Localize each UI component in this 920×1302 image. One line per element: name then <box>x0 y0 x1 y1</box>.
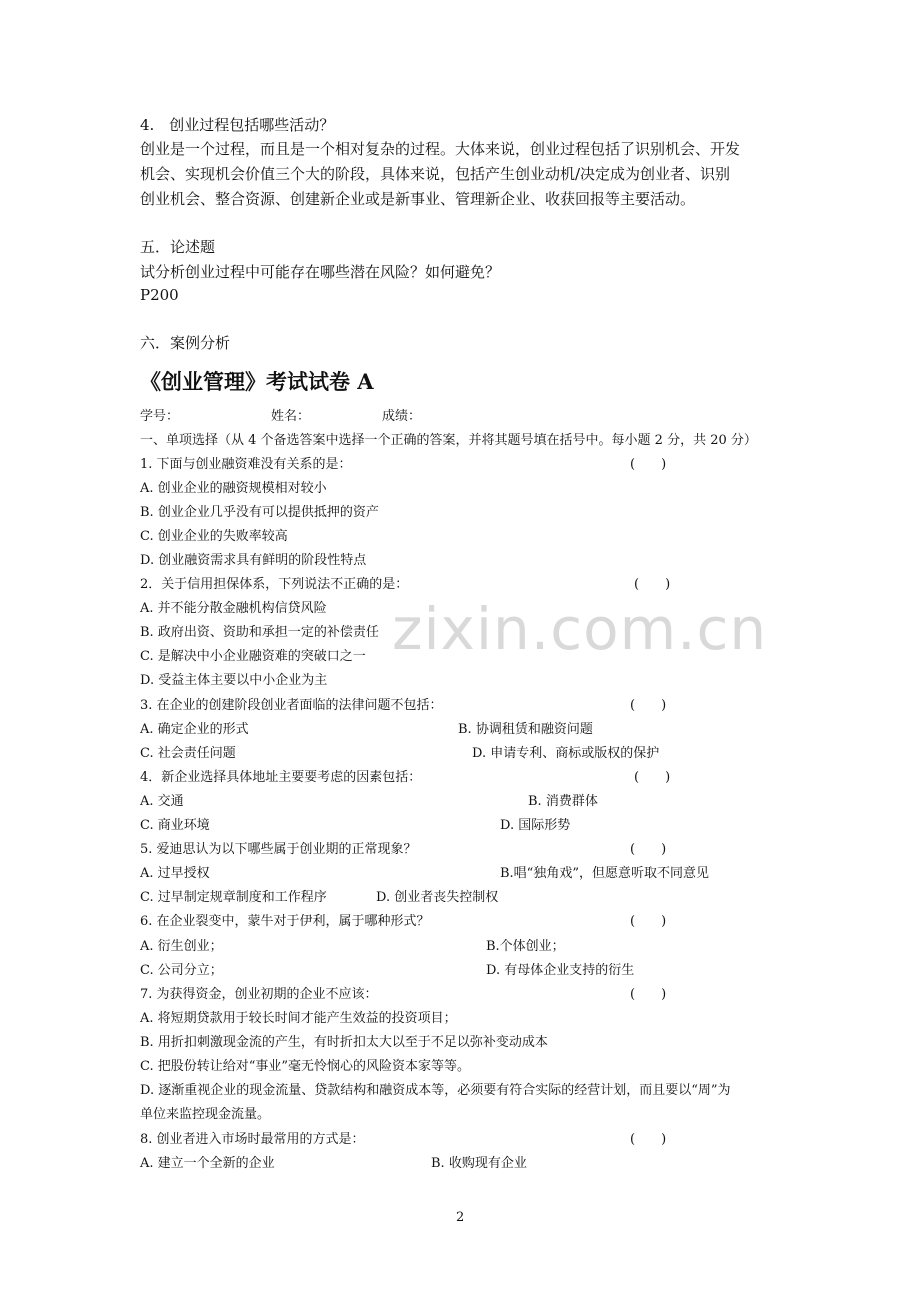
student-id-label: 学号： <box>140 409 180 424</box>
q4-title: 4. 创业过程包括哪些活动？ <box>140 116 335 134</box>
q1-option-c: C. 创业企业的失败率较高 <box>140 529 288 544</box>
section-1-header: 一、单项选择（从 4 个备选答案中选择一个正确的答案，并将其题号填在括号中。每小题 2 分，共 20 分） <box>140 433 757 448</box>
answer-bracket-2: ( ) <box>634 577 671 592</box>
q6-option-d: D. 有母体企业支持的衍生 <box>486 963 635 978</box>
watermark: zixin.com.cn <box>392 595 768 663</box>
q5-option-d: D. 创业者丧失控制权 <box>376 890 499 905</box>
question-7: 7. 为获得资金，创业初期的企业不应该： <box>140 987 378 1002</box>
question-4: 4．新企业选择具体地址主要要考虑的因素包括： <box>140 770 422 785</box>
q3-option-d: D. 申请专利、商标或版权的保护 <box>472 746 660 761</box>
q5-option-c: C. 过早制定规章制度和工作程序 <box>140 890 327 905</box>
q7-option-c: C. 把股份转让给对“事业”毫无怜悯心的风险资本家等等。 <box>140 1059 471 1074</box>
section-5-title: 五．论述题 <box>140 238 216 256</box>
section-5-reference: P200 <box>140 286 179 304</box>
q7-option-d-line-2: 单位来监控现金流量。 <box>140 1107 271 1122</box>
q1-option-a: A. 创业企业的融资规模相对较小 <box>140 481 327 496</box>
q2-option-a: A. 并不能分散金融机构信贷风险 <box>140 601 327 616</box>
answer-bracket-7: ( ) <box>630 987 667 1002</box>
q2-option-d: D. 受益主体主要以中小企业为主 <box>140 673 328 688</box>
q1-option-d: D. 创业融资需求具有鲜明的阶段性特点 <box>140 553 367 568</box>
page-number: 2 <box>456 1210 465 1225</box>
q5-option-b: B.唱“独角戏”，但愿意听取不同意见 <box>500 866 709 881</box>
section-5-question: 试分析创业过程中可能存在哪些潜在风险？如何避免？ <box>140 263 501 281</box>
name-label: 姓名： <box>271 409 311 424</box>
q2-option-b: B. 政府出资、资助和承担一定的补偿责任 <box>140 625 379 640</box>
question-3: 3. 在企业的创建阶段创业者面临的法律问题不包括： <box>140 698 443 713</box>
q8-option-b: B. 收购现有企业 <box>431 1156 527 1171</box>
question-8: 8. 创业者进入市场时最常用的方式是： <box>140 1132 365 1147</box>
q4-option-c: C. 商业环境 <box>140 818 210 833</box>
q3-option-c: C. 社会责任问题 <box>140 746 236 761</box>
q6-option-a: A. 衍生创业； <box>140 939 223 954</box>
q7-option-a: A. 将短期贷款用于较长时间才能产生效益的投资项目； <box>140 1011 457 1026</box>
answer-bracket-3: ( ) <box>630 698 667 713</box>
q7-option-b: B. 用折扣刺激现金流的产生，有时折扣太大以至于不足以弥补变动成本 <box>140 1035 548 1050</box>
q3-option-a: A. 确定企业的形式 <box>140 722 249 737</box>
q1-option-b: B. 创业企业几乎没有可以提供抵押的资产 <box>140 505 379 520</box>
q4-option-d: D. 国际形势 <box>500 818 571 833</box>
q3-option-b: B. 协调租赁和融资问题 <box>458 722 593 737</box>
section-6-title: 六．案例分析 <box>140 334 231 352</box>
q4-answer-line-3: 创业机会、整合资源、创建新企业或是新事业、管理新企业、收获回报等主要活动。 <box>140 190 696 208</box>
q7-option-d-line-1: D. 逐渐重视企业的现金流量、贷款结构和融资成本等，必须要有符合实际的经营计划，而且要以“周”为 <box>140 1083 731 1098</box>
score-label: 成绩： <box>382 409 422 424</box>
question-2: 2．关于信用担保体系，下列说法不正确的是： <box>140 577 409 592</box>
question-1: 1. 下面与创业融资难没有关系的是： <box>140 457 352 472</box>
q6-option-c: C. 公司分立； <box>140 963 223 978</box>
question-6: 6. 在企业裂变中，蒙牛对于伊利，属于哪种形式？ <box>140 914 430 929</box>
answer-bracket-1: ( ) <box>630 457 667 472</box>
q6-option-b: B.个体创业； <box>486 939 565 954</box>
question-5: 5. 爱迪思认为以下哪些属于创业期的正常现象？ <box>140 842 417 857</box>
q5-option-a: A. 过早授权 <box>140 866 210 881</box>
q4-option-a: A. 交通 <box>140 794 184 809</box>
q4-answer-line-2: 机会、实现机会价值三个大的阶段，具体来说，包括产生创业动机/决定成为创业者、识别 <box>140 165 731 183</box>
answer-bracket-4: ( ) <box>634 770 671 785</box>
q4-answer-line-1: 创业是一个过程，而且是一个相对复杂的过程。大体来说，创业过程包括了识别机会、开发 <box>140 140 741 158</box>
answer-bracket-8: ( ) <box>630 1132 667 1147</box>
q8-option-a: A. 建立一个全新的企业 <box>140 1156 275 1171</box>
answer-bracket-5: ( ) <box>630 842 667 857</box>
q2-option-c: C. 是解决中小企业融资难的突破口之一 <box>140 649 366 664</box>
exam-title: 《创业管理》考试试卷 A <box>140 369 374 394</box>
q4-option-b: B. 消费群体 <box>528 794 598 809</box>
answer-bracket-6: ( ) <box>630 914 667 929</box>
